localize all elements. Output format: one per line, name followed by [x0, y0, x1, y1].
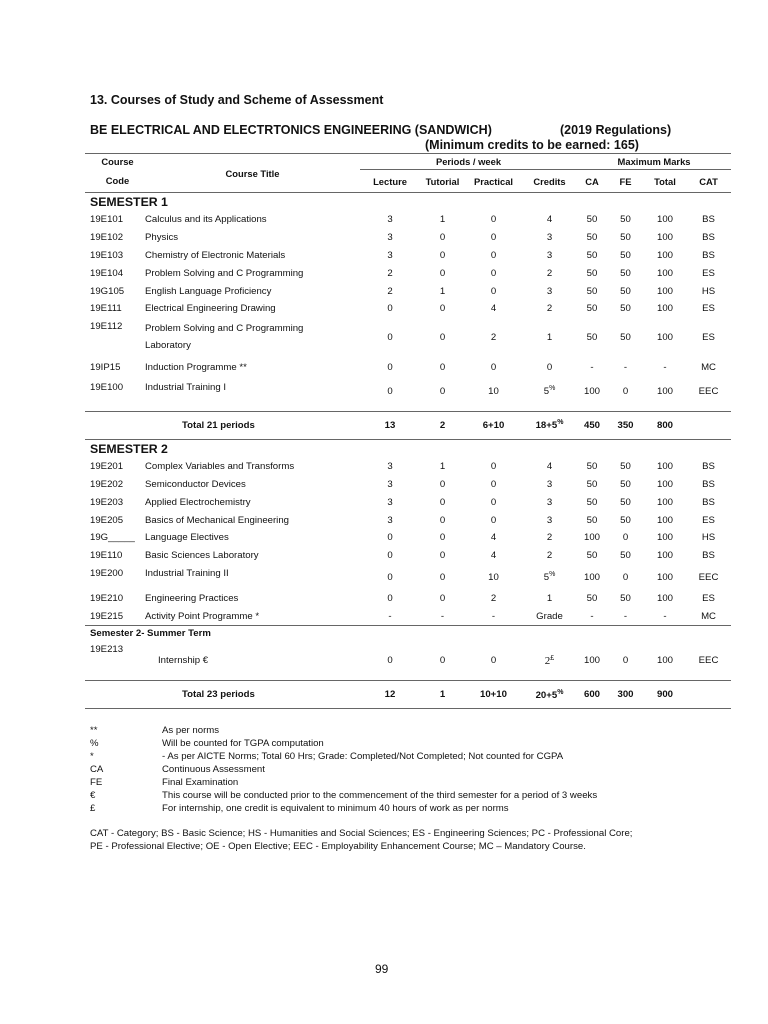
- tutorial-cell: 0: [439, 267, 446, 279]
- tutorial-cell: 0: [439, 362, 446, 374]
- cat-cell: BS: [702, 496, 715, 508]
- total-ca: 600: [584, 689, 601, 701]
- ca-cell: 50: [586, 285, 598, 297]
- total-label: Total 23 periods: [182, 689, 255, 701]
- course-title: Applied Electrochemistry: [145, 496, 251, 508]
- fe-cell: -: [623, 610, 628, 622]
- tutorial-cell: 0: [439, 385, 446, 397]
- course-title: Electrical Engineering Drawing: [145, 303, 276, 315]
- semester-1-total-row: [85, 411, 731, 439]
- lecture-cell: 0: [387, 571, 393, 583]
- header-fe: FE: [619, 175, 632, 187]
- total-cell: 100: [657, 550, 674, 562]
- course-title: Internship €: [158, 655, 209, 667]
- ca-cell: 50: [586, 267, 598, 279]
- table-row: [85, 379, 731, 404]
- course-code: 19E101: [90, 214, 124, 226]
- legend-symbol: £: [90, 803, 96, 814]
- credits-cell: 3: [546, 514, 553, 526]
- practical-cell: 4: [490, 303, 497, 315]
- ca-cell: 50: [586, 303, 598, 315]
- cat-cell: EEC: [698, 655, 719, 667]
- table-row: [85, 318, 731, 357]
- cat-cell: EEC: [698, 571, 719, 583]
- semester-2-heading-row: [85, 439, 731, 458]
- legend-text: - As per AICTE Norms; Total 60 Hrs; Grade: Completed/Not Completed; Not counted for CGPA: [162, 751, 564, 762]
- course-title: Activity Point Programme *: [145, 610, 260, 622]
- program-title: BE ELECTRICAL AND ELECTRTONICS ENGINEERING (SANDWICH): [90, 123, 492, 137]
- legend-text: This course will be conducted prior to the commencement of the third semester for a period of 3 weeks: [162, 790, 598, 801]
- fe-cell: 50: [620, 303, 631, 315]
- tutorial-cell: 1: [439, 214, 446, 226]
- cat-cell: ES: [702, 514, 715, 526]
- course-code: 19E213: [90, 644, 124, 656]
- course-title-line-1: Problem Solving and C Programming: [145, 323, 304, 335]
- total-cell: -: [663, 610, 667, 622]
- course-code: 19E110: [90, 550, 123, 562]
- practical-cell: 0: [490, 514, 497, 526]
- credits-value: 5: [543, 572, 550, 584]
- fe-cell: 50: [620, 514, 631, 526]
- tutorial-cell: 0: [439, 249, 446, 261]
- course-code: 19E100: [90, 381, 124, 393]
- table-row: [85, 282, 731, 300]
- cat-cell: BS: [702, 214, 715, 226]
- total-credits-superscript: %: [557, 419, 564, 427]
- ca-cell: 100: [584, 532, 601, 544]
- header-ca: CA: [585, 175, 599, 187]
- lecture-cell: 0: [387, 655, 393, 667]
- page-number: 99: [375, 962, 389, 976]
- credits-superscript: %: [549, 570, 556, 578]
- lecture-cell: 3: [387, 214, 393, 226]
- practical-cell: -: [491, 610, 496, 622]
- table-row: [85, 565, 731, 590]
- semester-1-heading-row: [85, 193, 731, 212]
- course-code: 19E202: [90, 478, 124, 490]
- total-cell: 100: [657, 267, 674, 279]
- legend-text: Will be counted for TGPA computation: [162, 738, 324, 749]
- lecture-cell: 3: [387, 249, 393, 261]
- cat-cell: BS: [702, 232, 715, 244]
- header-credits: Credits: [533, 175, 566, 187]
- total-cell: 100: [657, 249, 674, 261]
- lecture-cell: 0: [387, 303, 393, 315]
- table-row: [85, 511, 731, 529]
- tutorial-cell: 0: [439, 571, 446, 583]
- course-title: Language Electives: [145, 532, 229, 544]
- total-label: Total 21 periods: [182, 419, 255, 431]
- total-total: 800: [657, 419, 674, 431]
- lecture-cell: 3: [387, 514, 393, 526]
- total-fe: 350: [617, 419, 634, 431]
- lecture-cell: 3: [387, 496, 393, 508]
- practical-cell: 0: [490, 478, 497, 490]
- total-cell: 100: [657, 385, 674, 397]
- tutorial-cell: 0: [439, 232, 446, 244]
- total-lecture: 12: [384, 689, 396, 701]
- fe-cell: 0: [622, 385, 629, 397]
- total-cell: 100: [657, 232, 674, 244]
- practical-cell: 2: [490, 331, 497, 343]
- fe-cell: 50: [620, 232, 631, 244]
- tutorial-cell: 0: [439, 655, 446, 667]
- fe-cell: 50: [620, 496, 631, 508]
- cat-cell: BS: [702, 461, 715, 473]
- table-row: [85, 493, 731, 511]
- tutorial-cell: 0: [439, 592, 446, 604]
- lecture-cell: 2: [387, 267, 393, 279]
- credits-cell: 4: [546, 214, 553, 226]
- course-title-line-2: Laboratory: [145, 340, 191, 352]
- lecture-cell: 2: [387, 285, 393, 297]
- legend-symbol: **: [90, 725, 98, 736]
- credits-cell: [522, 565, 577, 590]
- total-credits-superscript: %: [557, 688, 564, 696]
- credits-value: 2: [544, 654, 551, 667]
- total-cell: 100: [657, 571, 674, 583]
- course-code: 19G105: [90, 285, 125, 297]
- table-row: [85, 641, 731, 681]
- practical-cell: 0: [490, 232, 497, 244]
- fe-cell: -: [623, 362, 628, 374]
- course-code: 19E215: [90, 610, 124, 622]
- ca-cell: 100: [584, 655, 601, 667]
- cat-cell: ES: [702, 303, 715, 315]
- total-practical: 10+10: [480, 689, 507, 701]
- cat-cell: HS: [701, 285, 716, 297]
- course-code: 19E200: [90, 567, 124, 579]
- table-row: [85, 476, 731, 494]
- total-credits: [522, 411, 577, 439]
- header-cat: CAT: [699, 175, 718, 187]
- practical-cell: 10: [488, 571, 499, 583]
- total-cell: 100: [657, 592, 674, 604]
- total-cell: -: [663, 362, 667, 374]
- lecture-cell: 0: [387, 592, 393, 604]
- practical-cell: 0: [490, 496, 497, 508]
- tutorial-cell: 0: [439, 478, 446, 490]
- lecture-cell: 3: [387, 232, 393, 244]
- tutorial-cell: -: [440, 610, 445, 622]
- total-cell: 100: [657, 514, 674, 526]
- fe-cell: 50: [620, 550, 631, 562]
- section-title: 13. Courses of Study and Scheme of Assessment: [90, 93, 384, 107]
- tutorial-cell: 0: [439, 550, 446, 562]
- header-maximum-marks: Maximum Marks: [577, 154, 731, 170]
- total-practical: 6+10: [482, 419, 505, 431]
- course-code: 19E104: [90, 267, 124, 279]
- total-cell: 100: [657, 478, 674, 490]
- credits-cell: 3: [546, 478, 553, 490]
- practical-cell: 0: [490, 249, 497, 261]
- total-credits: [522, 681, 577, 709]
- credits-cell: 1: [546, 592, 553, 604]
- course-code: 19G_____: [90, 532, 135, 544]
- tutorial-cell: 1: [439, 461, 446, 473]
- header-total: Total: [654, 175, 676, 187]
- ca-cell: 50: [586, 232, 598, 244]
- ca-cell: 50: [586, 496, 598, 508]
- legend-symbol: %: [90, 738, 99, 749]
- legend-text: For internship, one credit is equivalent to minimum 40 hours of work as per norms: [162, 803, 509, 814]
- practical-cell: 2: [490, 592, 497, 604]
- header-practical: Practical: [473, 175, 514, 187]
- course-code: 19E111: [90, 303, 122, 315]
- credits-cell: Grade: [536, 610, 563, 622]
- tutorial-cell: 0: [439, 303, 446, 315]
- ca-cell: 50: [586, 249, 598, 261]
- course-code: 19IP15: [90, 362, 121, 374]
- ca-cell: 50: [586, 331, 598, 343]
- practical-cell: 4: [490, 532, 497, 544]
- total-tutorial: 1: [439, 689, 446, 701]
- course-code: 19E112: [90, 320, 123, 332]
- fe-cell: 50: [620, 331, 631, 343]
- lecture-cell: 0: [387, 385, 393, 397]
- credits-cell: 4: [546, 461, 553, 473]
- course-title: Basics of Mechanical Engineering: [145, 514, 289, 526]
- course-title: Industrial Training II: [145, 567, 229, 579]
- total-cell: 100: [657, 214, 674, 226]
- table-header-row: [85, 154, 731, 170]
- semester-1-heading: SEMESTER 1: [90, 195, 168, 209]
- header-code: Code: [105, 175, 130, 187]
- credits-superscript: %: [549, 385, 556, 393]
- tutorial-cell: 1: [439, 285, 446, 297]
- credits-cell: 2: [546, 303, 553, 315]
- tutorial-cell: 0: [439, 496, 446, 508]
- fe-cell: 0: [622, 532, 629, 544]
- summer-term-heading: Semester 2- Summer Term: [85, 626, 731, 642]
- lecture-cell: 0: [387, 331, 393, 343]
- credits-cell: 2: [546, 550, 553, 562]
- course-code: 19E201: [90, 461, 124, 473]
- header-course-title: Course Title: [225, 167, 280, 179]
- table-row: [85, 590, 731, 608]
- ca-cell: 50: [586, 514, 598, 526]
- cat-cell: EEC: [698, 385, 719, 397]
- header-course: Course: [101, 156, 134, 168]
- total-cell: 100: [657, 331, 674, 343]
- cat-cell: ES: [702, 331, 715, 343]
- lecture-cell: 3: [387, 478, 393, 490]
- course-title: Semiconductor Devices: [145, 478, 246, 490]
- ca-cell: 50: [586, 478, 598, 490]
- minimum-credits-note: (Minimum credits to be earned: 165): [425, 138, 639, 152]
- fe-cell: 50: [620, 249, 631, 261]
- cat-cell: BS: [702, 478, 715, 490]
- course-code: 19E205: [90, 514, 124, 526]
- ca-cell: -: [590, 610, 594, 622]
- course-title: English Language Proficiency: [145, 285, 272, 297]
- total-cell: 100: [657, 532, 674, 544]
- course-title: Induction Programme **: [145, 362, 247, 374]
- total-cell: 100: [657, 303, 674, 315]
- ca-cell: 50: [586, 592, 598, 604]
- fe-cell: 50: [620, 267, 631, 279]
- table-row: [85, 264, 731, 282]
- course-code: 19E102: [90, 232, 124, 244]
- total-ca: 450: [584, 419, 601, 431]
- fe-cell: 50: [620, 478, 631, 490]
- abbreviations-line-1: CAT - Category; BS - Basic Science; HS - Humanities and Social Sciences; ES - Engineering Sciences; PC - Professional Core;: [90, 828, 633, 839]
- scheme-of-assessment-table: [85, 153, 731, 709]
- practical-cell: 10: [488, 385, 499, 397]
- course-title: Industrial Training I: [145, 381, 227, 393]
- header-lecture: Lecture: [373, 175, 407, 187]
- fe-cell: 50: [620, 214, 631, 226]
- credits-cell: 2: [546, 267, 553, 279]
- course-title: Calculus and its Applications: [145, 214, 267, 226]
- lecture-cell: 0: [387, 362, 393, 374]
- total-total: 900: [657, 689, 674, 701]
- practical-cell: 0: [490, 362, 497, 374]
- cat-cell: ES: [702, 267, 715, 279]
- tutorial-cell: 0: [439, 331, 446, 343]
- course-title: [145, 318, 360, 357]
- total-lecture: 13: [384, 419, 396, 431]
- credits-cell: 1: [546, 331, 553, 343]
- abbreviations-note: [90, 827, 690, 853]
- credits-cell: 2: [546, 532, 553, 544]
- lecture-cell: 0: [387, 550, 393, 562]
- credits-cell: 3: [546, 285, 553, 297]
- fe-cell: 50: [620, 461, 631, 473]
- total-tutorial: 2: [439, 419, 446, 431]
- fe-cell: 0: [622, 655, 629, 667]
- practical-cell: 0: [490, 214, 497, 226]
- course-code: 19E203: [90, 496, 124, 508]
- fe-cell: 0: [622, 571, 629, 583]
- total-cell: 100: [657, 285, 674, 297]
- practical-cell: 0: [490, 267, 497, 279]
- credits-cell: [522, 641, 577, 681]
- lecture-cell: 0: [387, 532, 393, 544]
- table-row: [85, 211, 731, 229]
- legend-text: Final Examination: [162, 777, 239, 788]
- total-credits-value: 18+5: [535, 420, 558, 432]
- table-row: [85, 607, 731, 625]
- legend-symbol: *: [90, 751, 94, 762]
- table-row: [85, 300, 731, 318]
- table-row: [85, 529, 731, 547]
- cat-cell: MC: [701, 362, 716, 374]
- lecture-cell: -: [388, 610, 392, 622]
- fe-cell: 50: [620, 285, 631, 297]
- credits-superscript: £: [550, 654, 555, 662]
- credits-value: 5: [543, 386, 550, 398]
- credits-cell: 3: [546, 496, 553, 508]
- credits-cell: 3: [546, 232, 553, 244]
- cat-cell: MC: [701, 610, 716, 622]
- cat-cell: BS: [702, 550, 715, 562]
- course-title: Complex Variables and Transforms: [145, 461, 295, 473]
- course-title: Chemistry of Electronic Materials: [145, 249, 286, 261]
- course-title: Problem Solving and C Programming: [145, 267, 304, 279]
- total-cell: 100: [657, 655, 674, 667]
- table-row: [85, 247, 731, 265]
- tutorial-cell: 0: [439, 532, 446, 544]
- cat-cell: BS: [702, 249, 715, 261]
- legend-text: Continuous Assessment: [162, 764, 265, 775]
- legend-symbol: FE: [90, 777, 103, 788]
- table-row: [85, 458, 731, 476]
- table-row: [85, 229, 731, 247]
- ca-cell: 50: [586, 550, 598, 562]
- credits-cell: [522, 379, 577, 404]
- semester-2-total-row: [85, 681, 731, 709]
- practical-cell: 0: [490, 655, 497, 667]
- total-cell: 100: [657, 496, 674, 508]
- regulations-label: (2019 Regulations): [560, 123, 672, 137]
- practical-cell: 4: [490, 550, 497, 562]
- ca-cell: 50: [586, 214, 598, 226]
- course-title: Engineering Practices: [145, 592, 239, 604]
- course-code: 19E103: [90, 249, 124, 261]
- semester-2-heading: SEMESTER 2: [90, 441, 168, 456]
- credits-cell: 0: [546, 362, 553, 374]
- header-periods-week: Periods / week: [360, 154, 577, 170]
- legend-symbol: €: [90, 790, 96, 801]
- legend-symbol: CA: [90, 764, 104, 775]
- ca-cell: 100: [584, 571, 601, 583]
- legend-text: As per norms: [162, 725, 220, 736]
- ca-cell: -: [590, 362, 594, 374]
- credits-cell: 3: [546, 249, 553, 261]
- cat-cell: HS: [701, 532, 716, 544]
- total-credits-value: 20+5: [535, 689, 558, 701]
- practical-cell: 0: [490, 285, 497, 297]
- practical-cell: 0: [490, 461, 497, 473]
- course-code: 19E210: [90, 592, 124, 604]
- summer-term-heading-row: [85, 626, 731, 642]
- cat-cell: ES: [702, 592, 715, 604]
- course-title: Basic Sciences Laboratory: [145, 550, 259, 562]
- total-fe: 300: [617, 689, 634, 701]
- fe-cell: 50: [620, 592, 631, 604]
- header-tutorial: Tutorial: [425, 175, 460, 187]
- tutorial-cell: 0: [439, 514, 446, 526]
- table-row: [85, 547, 731, 565]
- ca-cell: 50: [586, 461, 598, 473]
- total-cell: 100: [657, 461, 674, 473]
- abbreviations-line-2: PE - Professional Elective; OE - Open Elective; EEC - Employability Enhancement Course; MC – Mandatory Course.: [90, 841, 586, 852]
- course-title: Physics: [145, 232, 179, 244]
- ca-cell: 100: [584, 385, 601, 397]
- table-row: [85, 357, 731, 379]
- lecture-cell: 3: [387, 461, 393, 473]
